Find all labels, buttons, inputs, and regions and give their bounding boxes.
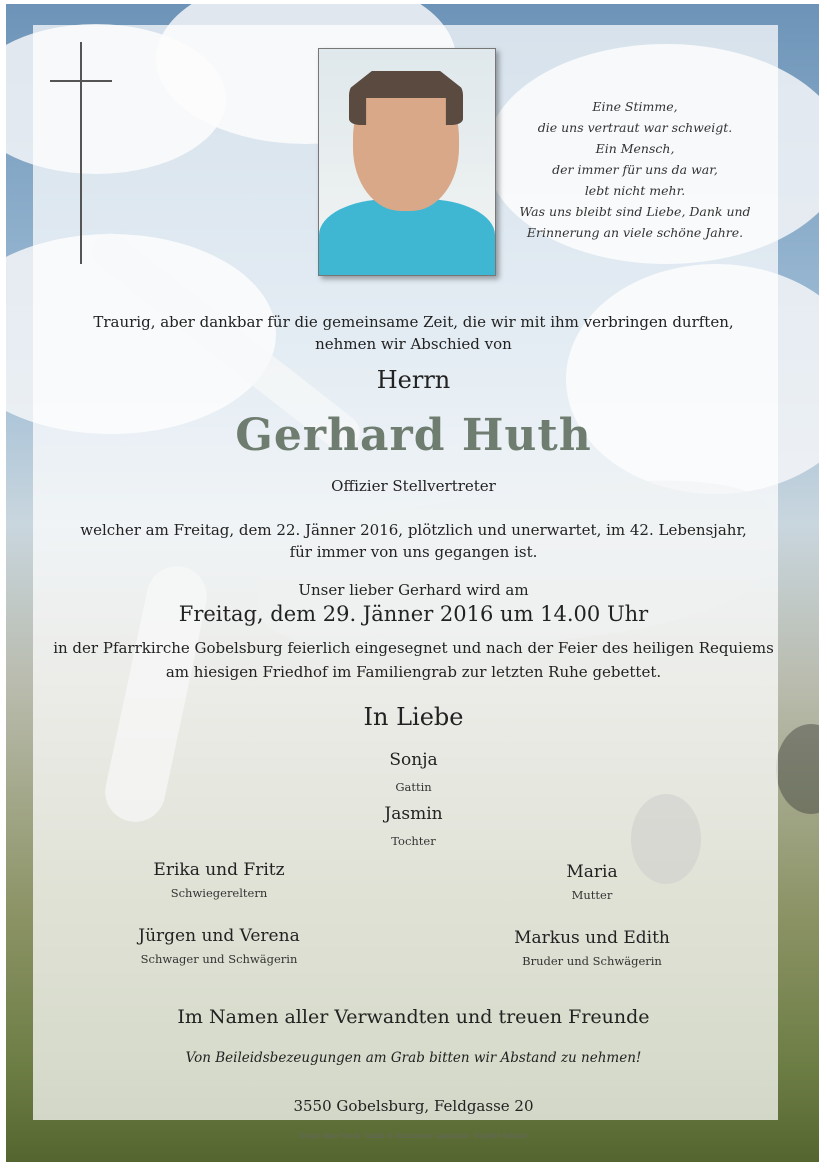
deceased-name: Gerhard Huth (235, 410, 592, 461)
mourner-name: Jürgen und Verena (138, 926, 300, 946)
portrait-photo (318, 48, 496, 276)
address: 3550 Gobelsburg, Feldgasse 20 (293, 1097, 534, 1115)
salutation: Herrn (376, 366, 451, 394)
mourner-right-1 (467, 862, 717, 902)
poem-line: der immer für uns da war, (552, 162, 718, 177)
deceased-title: Offizier Stellvertreter (331, 477, 496, 495)
death-line-1: welcher am Freitag, dem 22. Jänner 2016, plötzlich und unerwartet, im 42. Lebensjahr, (80, 521, 747, 539)
funeral-line-1: in der Pfarrkirche Gobelsburg feierlich eingesegnet und nach der Feier des heiligen Requiems (53, 639, 774, 657)
in-love-heading: In Liebe (363, 703, 464, 731)
mourner-relation: Schwiegereltern (170, 886, 268, 900)
printer-footer: Druck: Alber Druck · Grafik- & Druckcenter Langenlois · Zugstätt Bahnhof (299, 1133, 528, 1140)
condolence-request: Von Beileidsbezeugungen am Grab bitten wir Abstand zu nehmen! (185, 1050, 642, 1066)
mourner-name: Jasmin (384, 804, 443, 824)
poem-line: die uns vertraut war schweigt. (537, 120, 733, 135)
intro-line-1: Traurig, aber dankbar für die gemeinsame Zeit, die wir mit ihm verbringen durften, (93, 313, 734, 331)
mourner-relation: Mutter (571, 888, 613, 902)
poem-line: Eine Stimme, (592, 99, 678, 114)
poem (500, 96, 770, 243)
poem-line: Was uns bleibt sind Liebe, Dank und (519, 204, 751, 219)
mourner-left-2 (94, 926, 344, 966)
mourner-relation: Bruder und Schwägerin (522, 954, 662, 968)
mourner-relation: Gattin (395, 780, 432, 794)
cross-icon-bar (50, 80, 112, 82)
funeral-intro: Unser lieber Gerhard wird am (298, 581, 529, 599)
mourner-name: Maria (566, 862, 618, 882)
mourner-name: Sonja (389, 750, 438, 770)
death-line-2: für immer von uns gegangen ist. (289, 543, 538, 561)
poem-line: Erinnerung an viele schöne Jahre. (526, 225, 744, 240)
mourner-relation: Tochter (391, 834, 436, 848)
poem-line: lebt nicht mehr. (584, 183, 686, 198)
poem-line: Ein Mensch, (595, 141, 675, 156)
mourner-left-1 (94, 860, 344, 900)
cross-icon (80, 42, 82, 264)
mourner-name: Markus und Edith (514, 928, 670, 948)
closing-line: Im Namen aller Verwandten und treuen Freunde (177, 1006, 650, 1028)
mourner-relation: Schwager und Schwägerin (140, 952, 298, 966)
funeral-line-2: am hiesigen Friedhof im Familiengrab zur letzten Ruhe gebettet. (165, 663, 662, 681)
intro-line-2: nehmen wir Abschied von (315, 335, 512, 353)
funeral-date: Freitag, dem 29. Jänner 2016 um 14.00 Uhr (178, 602, 649, 626)
mourner-right-2 (467, 928, 717, 968)
mourner-name: Erika und Fritz (153, 860, 285, 880)
